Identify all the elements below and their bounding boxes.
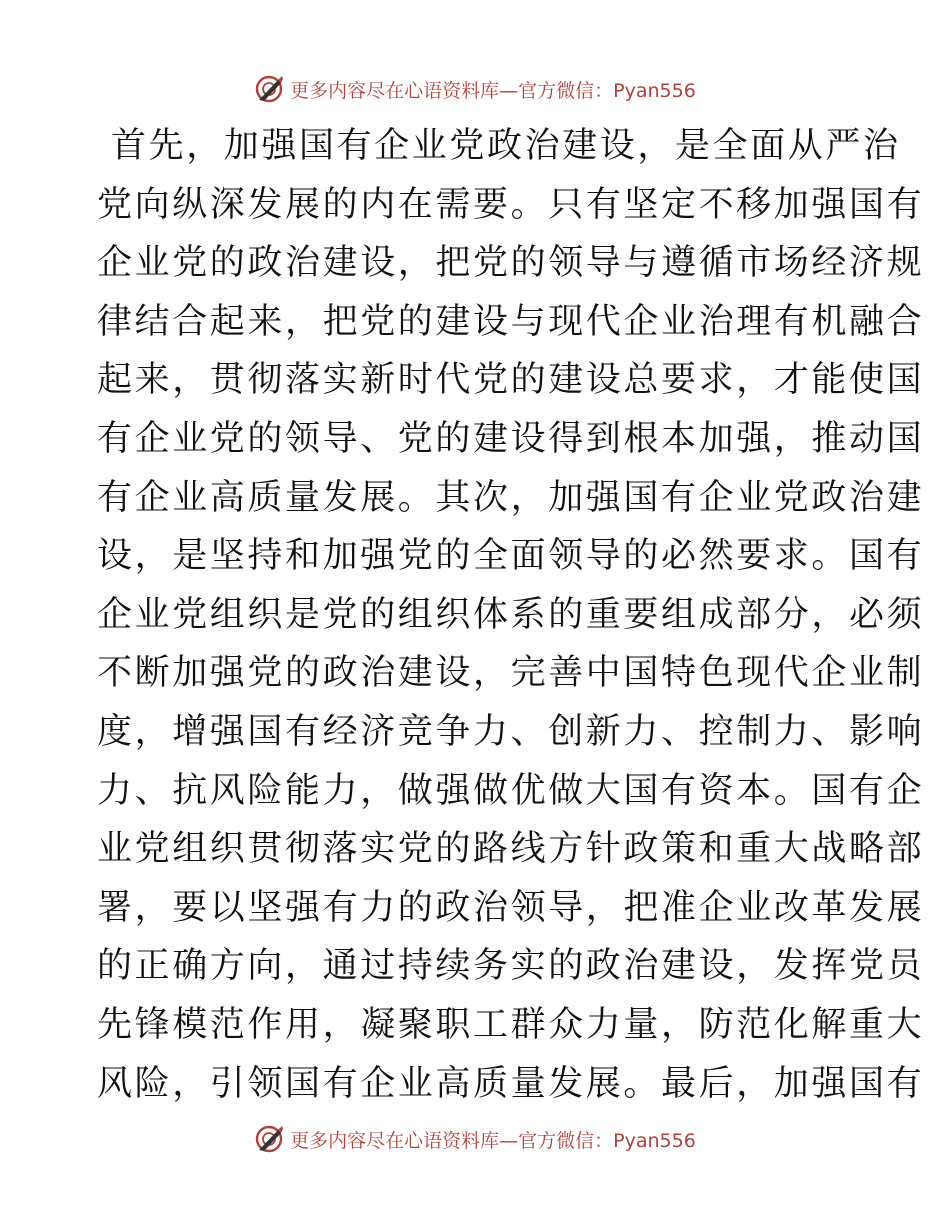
paragraph-line: 的正确方向，通过持续务实的政治建设，发挥党员 xyxy=(97,946,925,987)
paragraph-line: 风险，引领国有企业高质量发展。最后，加强国有 xyxy=(97,1063,925,1104)
paragraph-line: 起来，贯彻落实新时代党的建设总要求，才能使国 xyxy=(97,360,925,401)
header-watermark-text: 更多内容尽在心语资料库—官方微信：Pyan556 xyxy=(290,79,696,102)
paragraph-line: 不断加强党的政治建设，完善中国特色现代企业制 xyxy=(97,653,925,694)
paragraph-line: 党向纵深发展的内在需要。只有坚定不移加强国有 xyxy=(97,184,925,225)
footer-watermark-text: 更多内容尽在心语资料库—官方微信：Pyan556 xyxy=(290,1129,696,1152)
paragraph-line: 力、抗风险能力，做强做优做大国有资本。国有企 xyxy=(97,770,925,811)
paragraph-line: 先锋模范作用，凝聚职工群众力量，防范化解重大 xyxy=(97,1004,925,1045)
document-body xyxy=(97,117,925,1113)
paragraph-line: 度，增强国有经济竞争力、创新力、控制力、影响 xyxy=(97,711,925,752)
paragraph-line: 署，要以坚强有力的政治领导，把准企业改革发展 xyxy=(97,887,925,928)
paragraph-line: 律结合起来，把党的建设与现代企业治理有机融合 xyxy=(97,301,925,342)
quill-logo-icon xyxy=(254,1124,284,1154)
header-watermark-banner xyxy=(0,72,950,106)
quill-logo-icon xyxy=(254,74,284,104)
paragraph-line: 设，是坚持和加强党的全面领导的必然要求。国有 xyxy=(97,536,925,577)
paragraph-line: 企业党组织是党的组织体系的重要组成部分，必须 xyxy=(97,594,925,635)
paragraph-line: 有企业党的领导、党的建设得到根本加强，推动国 xyxy=(97,418,925,459)
footer-watermark-banner xyxy=(0,1122,950,1156)
paragraph-line: 企业党的政治建设，把党的领导与遵循市场经济规 xyxy=(97,243,925,284)
paragraph-line: 首先，加强国有企业党政治建设，是全面从严治 xyxy=(111,126,901,166)
paragraph-line: 有企业高质量发展。其次，加强国有企业党政治建 xyxy=(97,477,925,518)
paragraph-line: 业党组织贯彻落实党的路线方针政策和重大战略部 xyxy=(97,829,925,870)
